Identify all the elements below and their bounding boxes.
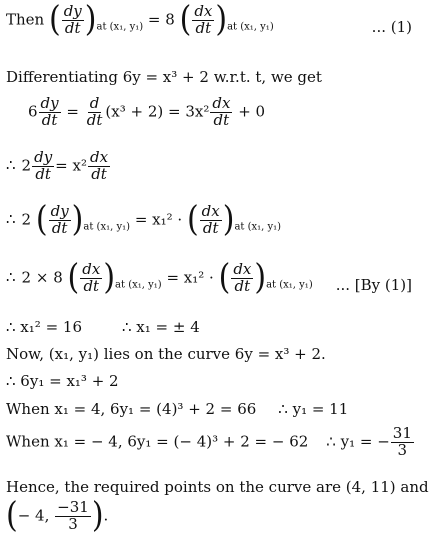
equals-eight: = 8	[147, 10, 175, 29]
equation-tag: ... (1)	[371, 18, 412, 36]
therefore-line-1: ∴ 2 $\frac{dy}{dt}$ = x² $\frac{dx}{dt}$	[6, 148, 109, 183]
then-text: Then	[6, 10, 45, 29]
conclusion-line: Hence, the required points on the curve are (4, 11) and	[6, 478, 429, 496]
dy-dt-fraction: $\frac{dy}{dt}$	[63, 2, 82, 37]
right-paren: )	[84, 0, 97, 40]
left-paren: (	[48, 0, 61, 40]
therefore-line-3: ∴ 2 × 8 ( $\frac{dx}{dt}$ )$_{at (x_1, y_1)} = x_1^2$ · ( $\frac{dx}{dt}$ )$_{at (x_1, y_1)}$ ... [By (1)]	[6, 257, 412, 298]
substitution-line: ∴ 6y₁ = x₁³ + 2	[6, 372, 119, 390]
equation-tag-by1: ... [By (1)]	[335, 276, 412, 294]
equation-line-1: Then ( $\frac{dy}{dt}$ )$_{at (x_1, y_1)} = 8$ ( $\frac{dx}{dt}$ )$_{at (x_1, y_1)}$ ... (1)	[6, 0, 412, 40]
differentiating-line: Differentiating 6y = x³ + 2 w.r.t. t, we get	[6, 68, 322, 86]
conclusion-point: (− 4, $\frac{-31}{3}$ ).	[6, 495, 109, 536]
therefore-line-2: ∴ 2 ( $\frac{dy}{dt}$ )$_{at (x_1, y_1)} = x_1^2$ · ( $\frac{dx}{dt}$ )$_{at (x_1, y_1)}$	[6, 199, 282, 240]
case-x1-negative: When x₁ = − 4, 6y₁ = (− 4)³ + 2 = − 62 ∴ y₁ = − $\frac{31}{3}$	[6, 424, 412, 459]
dx-dt-fraction: $\frac{dx}{dt}$	[194, 2, 213, 37]
at-point-subscript: at (x₁, y₁)	[96, 21, 144, 33]
x1-solution-line: ∴ x₁² = 16 ∴ x₁ = ± 4	[6, 318, 200, 336]
curve-statement: Now, (x₁, y₁) lies on the curve 6y = x³ + 2.	[6, 345, 326, 363]
case-x1-positive: When x₁ = 4, 6y₁ = (4)³ + 2 = 66 ∴ y₁ = 11	[6, 400, 349, 418]
derivative-equation: 6 $\frac{dy}{dt}$ = $\frac{d}{dt}$ (x³ + 2) = 3x² $\frac{dx}{dt}$ + 0	[28, 94, 266, 129]
